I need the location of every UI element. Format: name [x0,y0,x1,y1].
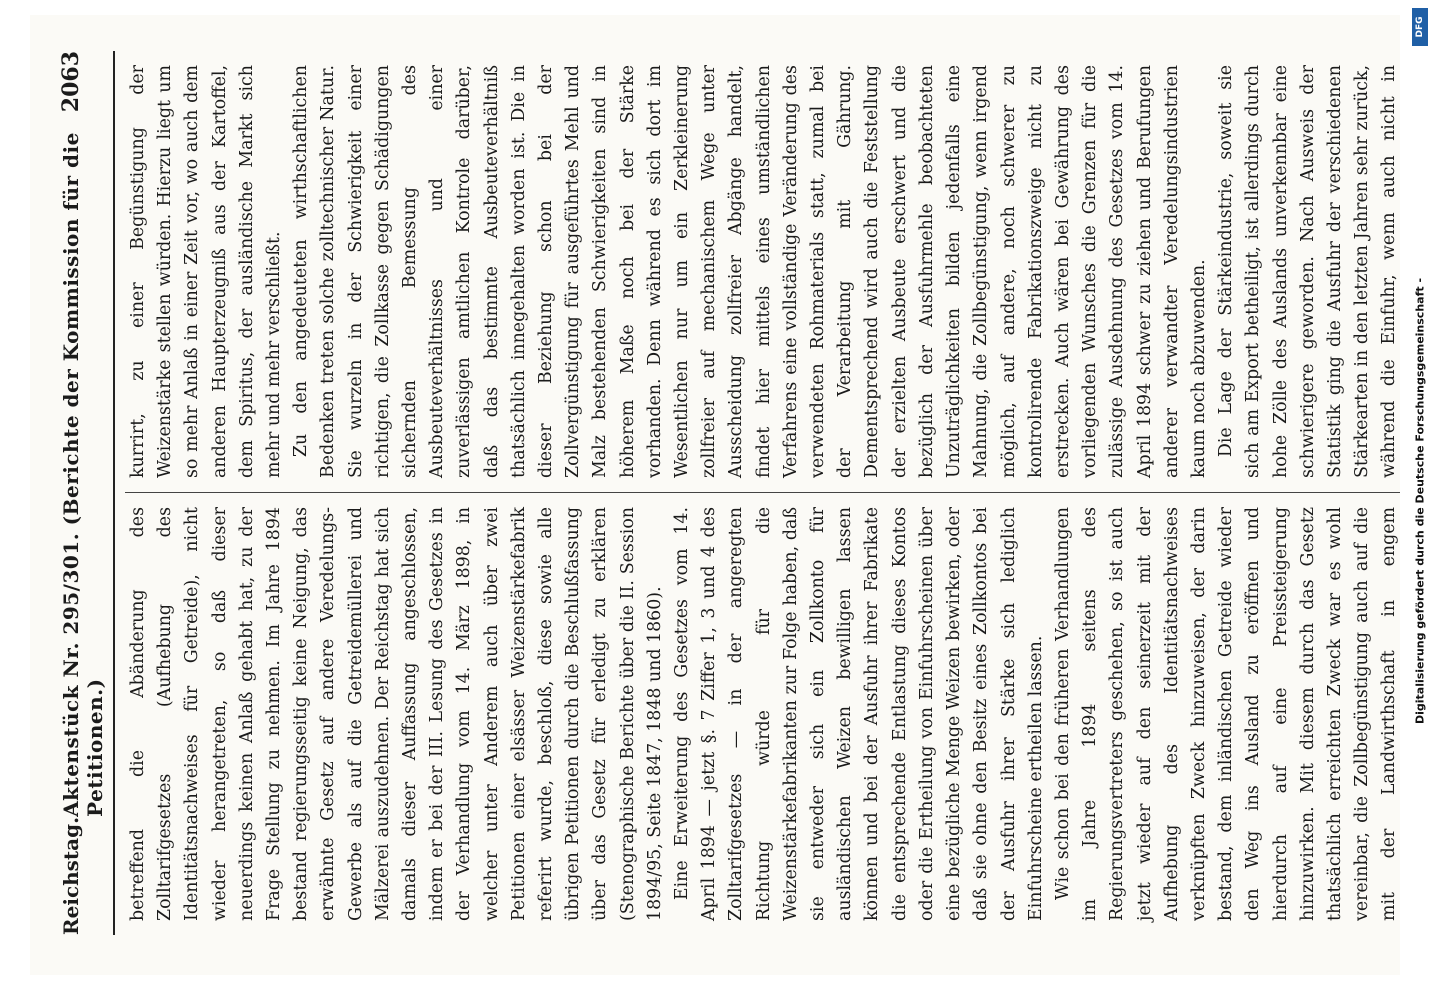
digitization-credit: Digitalisierung gefördert durch die Deutsche Forschungsgemeinschaft - [1413,277,1427,724]
header-publication: Reichstag. [59,816,83,935]
page-header [58,51,115,935]
column-right [125,51,1400,493]
column-left [125,493,1400,935]
header-subtitle: (Berichte der Kommission für die Petitionen.) [59,132,107,817]
text-columns [125,51,1400,935]
paragraph: betreffend die Abänderung des Zolltarifgesetzes (Aufhebung des Identitätsnachweises für Getreide), nicht wieder herangetreten, so daß dieser neuerdings keinen Anlaß gehabt hat, zu der Frage Stellung zu nehmen. Im Jahre 1894 bestand regierungsseitig keine Neigung, das erwähnte Gesetz auf andere Veredelungs-Gewerbe als auf die Getreidemüllerei und Mälzerei auszudehnen. Der Reichstag hat sich damals dieser Auffassung angeschlossen, indem er bei der III. Lesung des Gesetzes in der Verhandlung vom 14. März 1898, in welcher unter Anderem auch über zwei Petitionen einer elsässer Weizenstärkefabrik referirt wurde, beschloß, diese sowie alle übrigen Petitionen durch die Beschlußfassung über das Gesetz für erledigt zu erklären (Stenographische Berichte über die II. Session 1894/95, Seite 1847, 1848 und 1860). [128,507,665,921]
digitization-stamp [1410,8,1430,993]
header-document-number [59,112,107,817]
paragraph: Die Lage der Stärkeindustrie, soweit sie sich am Export betheiligt, ist allerdings durch hohe Zölle des Auslands unverkennbar eine schwierigere geworden. Nach Ausweis der Statistik ging die Ausfuhr der verschiedenen Stärkearten in den letzten Jahren sehr zurück, während die Einfuhr, wenn auch nicht in [1216,65,1400,478]
paragraph: Zu den angedeuteten wirthschaftlichen Bedenken treten solche zolltechnischer Natur. Sie wurzeln in der Schwierigkeit einer richtigen, die Zollkasse gegen Schädigungen sichernden Bemessung des Ausbeuteverhältnisses und einer zuverlässigen amtlichen Kontrole darüber, daß das bestimmte Ausbeuteverhältniß thatsächlich innegehalten worden ist. Die in dieser Beziehung schon bei der Zollvergünstigung für ausgeführtes Mehl und Malz bestehenden Schwierigkeiten sind in höherem Maße noch bei der Stärke vorhanden. Denn während es sich dort im Wesentlichen nur um ein Zerkleinerung zollfreier auf mechanischem Wege unter Ausscheidung zollfreier Abgänge handelt, findet hier mittels eines umständlichen Verfahrens eine vollständige Veränderung des verwendeten Rohmaterials statt, zumal bei der Verarbeitung mit Gährung. Dementsprechend wird auch die Feststellung der erzielten Ausbeute erschwert und die bezüglich der Ausfuhrmehle beobachteten Unzuträglichkeiten bilden jedenfalls eine Mahnung, die Zollbegünstigung, wenn irgend möglich, auf andere, noch schwerer zu kontrolirende Fabrikationszweige nicht zu erstrecken. Auch wären bei Gewährung des vorliegenden Wunsches die Grenzen für die zulässige Ausdehnung des Gesetzes vom 14. April 1894 schwer zu ziehen und Berufungen anderer verwandter Veredelungsindustrien kaum noch abzuwenden. [291,65,1209,478]
paragraph: Eine Erweiterung des Gesetzes vom 14. April 1894 — jetzt §. 7 Ziffer 1, 3 und 4 des Zolltarifgesetzes — in der angeregten Richtung würde für die Weizenstärkefabrikanten zur Folge haben, daß sie entweder sich ein Zollkonto für ausländischen Weizen bewilligen lassen können und bei der Ausfuhr ihrer Fabrikate die entsprechende Entlastung dieses Kontos oder die Ertheilung von Einfuhrscheinen über eine bezügliche Menge Weizen bewirken, oder daß sie ohne den Besitz eines Zollkontos bei der Ausfuhr ihrer Stärke sich lediglich Einfuhrscheine ertheilen lassen. [672,507,1046,921]
header-document-title: Aktenstück Nr. 295/301. [59,532,83,817]
paragraph: Wie schon bei den früheren Verhandlungen im Jahre 1894 seitens des Regierungsvertreters geschehen, so ist auch jetzt wieder auf den seinerzeit mit der Aufhebung des Identitätsnachweises verknüpften Zweck hinzuweisen, der darin bestand, dem inländischen Getreide wieder den Weg ins Ausland zu eröffnen und hierdurch auf eine Preissteigerung hinzuwirken. Mit diesem durch das Gesetz thatsächlich erreichten Zweck war es wohl vereinbar, die Zollbegünstigung auch auf die mit der Landwirthschaft in engem [1052,507,1400,921]
paragraph: kurrirt, zu einer Begünstigung der Weizenstärke stellen würden. Hierzu liegt um so mehr Anlaß in einer Zeit vor, wo auch dem anderen Haupterzeugniß aus der Kartoffel, dem Spiritus, der ausländische Markt sich mehr und mehr verschließt. [128,65,285,478]
page-number: 2063 [58,51,84,113]
newspaper-page [30,15,1400,975]
dfg-logo: DFG [1412,8,1428,46]
